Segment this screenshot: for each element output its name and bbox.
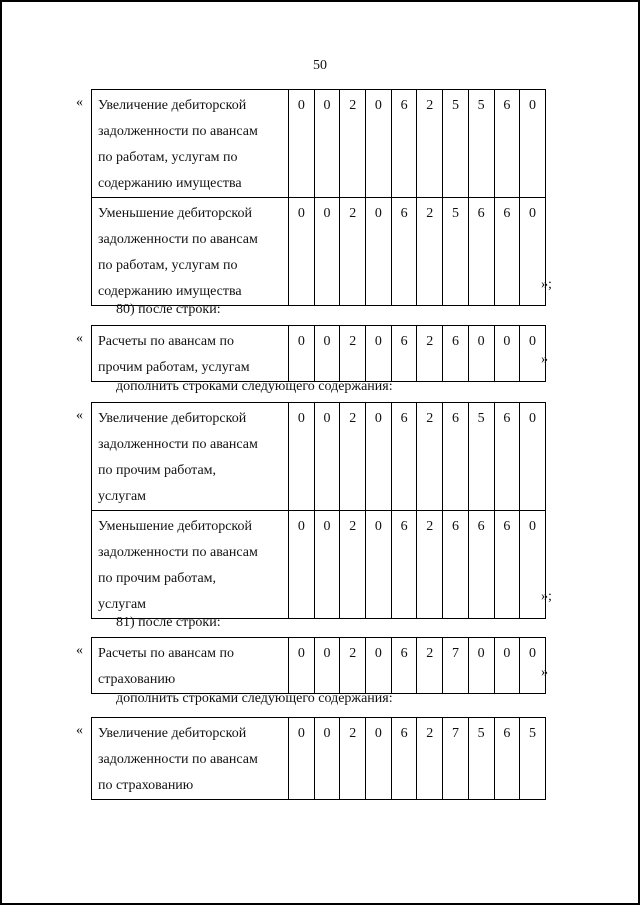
close-quote: »; xyxy=(541,277,552,292)
code-digit-cell: 6 xyxy=(443,511,469,619)
row-label-line: Увеличение дебиторской xyxy=(98,726,247,741)
code-digit-cell: 6 xyxy=(391,638,417,694)
code-digit-cell: 0 xyxy=(366,90,392,198)
page-number: 50 xyxy=(313,58,327,73)
close-quote: » xyxy=(541,665,548,680)
code-digit-cell: 0 xyxy=(494,326,520,382)
open-quote: « xyxy=(76,643,83,658)
table-row xyxy=(92,326,546,382)
code-digit-cell: 6 xyxy=(468,511,494,619)
row-label-line: задолженности по авансам xyxy=(98,545,258,560)
table-row xyxy=(92,638,546,694)
code-digit-cell: 5 xyxy=(520,718,546,800)
code-digit-cell: 5 xyxy=(443,90,469,198)
code-digit-cell: 2 xyxy=(417,638,443,694)
code-table xyxy=(91,325,546,382)
row-label-line: задолженности по авансам xyxy=(98,752,258,767)
code-digit-cell: 0 xyxy=(289,403,315,511)
code-digit-cell: 5 xyxy=(468,718,494,800)
code-digit-cell: 0 xyxy=(289,90,315,198)
code-digit-cell: 6 xyxy=(443,403,469,511)
code-digit-cell: 0 xyxy=(314,198,340,306)
code-digit-cell: 0 xyxy=(520,403,546,511)
code-digit-cell: 0 xyxy=(366,511,392,619)
code-digit-cell: 0 xyxy=(468,638,494,694)
code-digit-cell: 6 xyxy=(494,90,520,198)
code-digit-cell: 5 xyxy=(468,90,494,198)
code-digit-cell: 5 xyxy=(443,198,469,306)
code-digit-cell: 5 xyxy=(468,403,494,511)
row-label-line: услугам xyxy=(98,489,147,504)
row-label-cell xyxy=(92,90,289,198)
paragraph-supplement: дополнить строками следующего содержания: xyxy=(116,691,393,706)
row-label-line: задолженности по авансам xyxy=(98,124,258,139)
code-digit-cell: 2 xyxy=(340,90,366,198)
code-digit-cell: 0 xyxy=(314,326,340,382)
code-digit-cell: 0 xyxy=(520,198,546,306)
code-digit-cell: 0 xyxy=(366,403,392,511)
code-digit-cell: 6 xyxy=(494,718,520,800)
open-quote: « xyxy=(76,95,83,110)
code-digit-cell: 0 xyxy=(366,638,392,694)
open-quote: « xyxy=(76,331,83,346)
table-row xyxy=(92,403,546,511)
code-digit-cell: 0 xyxy=(366,198,392,306)
row-label-line: задолженности по авансам xyxy=(98,232,258,247)
code-digit-cell: 6 xyxy=(391,326,417,382)
row-label-line: задолженности по авансам xyxy=(98,437,258,452)
row-label-line: Расчеты по авансам по xyxy=(98,646,235,661)
code-digit-cell: 2 xyxy=(417,90,443,198)
table-row xyxy=(92,511,546,619)
code-digit-cell: 0 xyxy=(468,326,494,382)
row-label-line: Увеличение дебиторской xyxy=(98,411,247,426)
row-label-line: содержанию имущества xyxy=(98,176,242,191)
row-label-line: Увеличение дебиторской xyxy=(98,98,247,113)
table-row xyxy=(92,718,546,800)
code-digit-cell: 0 xyxy=(520,511,546,619)
code-table xyxy=(91,89,546,306)
code-digit-cell: 2 xyxy=(417,403,443,511)
code-digit-cell: 2 xyxy=(417,718,443,800)
row-label-line: по прочим работам, xyxy=(98,571,217,586)
code-digit-cell: 0 xyxy=(289,718,315,800)
row-label-cell xyxy=(92,511,289,619)
code-digit-cell: 6 xyxy=(494,511,520,619)
code-digit-cell: 0 xyxy=(289,638,315,694)
code-digit-cell: 0 xyxy=(289,511,315,619)
row-label-line: Уменьшение дебиторской xyxy=(98,519,253,534)
code-digit-cell: 2 xyxy=(340,326,366,382)
row-label-cell xyxy=(92,638,289,694)
paragraph-item-80: 80) после строки: xyxy=(116,302,221,317)
code-digit-cell: 0 xyxy=(314,403,340,511)
open-quote: « xyxy=(76,408,83,423)
code-digit-cell: 0 xyxy=(494,638,520,694)
row-label-line: услугам xyxy=(98,597,147,612)
table-row xyxy=(92,198,546,306)
code-digit-cell: 6 xyxy=(468,198,494,306)
row-label-line: по прочим работам, xyxy=(98,463,217,478)
code-digit-cell: 0 xyxy=(289,198,315,306)
code-digit-cell: 6 xyxy=(391,198,417,306)
code-digit-cell: 2 xyxy=(340,718,366,800)
code-table xyxy=(91,402,546,619)
code-digit-cell: 6 xyxy=(494,403,520,511)
code-digit-cell: 0 xyxy=(314,638,340,694)
code-digit-cell: 0 xyxy=(314,90,340,198)
code-digit-cell: 0 xyxy=(520,326,546,382)
row-label-line: страхованию xyxy=(98,672,176,687)
code-digit-cell: 2 xyxy=(417,511,443,619)
code-digit-cell: 0 xyxy=(314,511,340,619)
row-label-line: содержанию имущества xyxy=(98,284,242,299)
code-digit-cell: 7 xyxy=(443,718,469,800)
code-digit-cell: 6 xyxy=(494,198,520,306)
row-label-cell xyxy=(92,403,289,511)
code-digit-cell: 0 xyxy=(366,326,392,382)
code-digit-cell: 0 xyxy=(520,638,546,694)
close-quote: »; xyxy=(541,589,552,604)
open-quote: « xyxy=(76,723,83,738)
code-digit-cell: 6 xyxy=(391,403,417,511)
code-digit-cell: 0 xyxy=(366,718,392,800)
code-digit-cell: 6 xyxy=(391,718,417,800)
row-label-cell xyxy=(92,198,289,306)
code-digit-cell: 0 xyxy=(520,90,546,198)
code-table xyxy=(91,717,546,800)
code-digit-cell: 6 xyxy=(443,326,469,382)
code-digit-cell: 2 xyxy=(417,326,443,382)
code-digit-cell: 6 xyxy=(391,90,417,198)
code-digit-cell: 0 xyxy=(289,326,315,382)
code-digit-cell: 0 xyxy=(314,718,340,800)
code-digit-cell: 7 xyxy=(443,638,469,694)
row-label-line: Уменьшение дебиторской xyxy=(98,206,253,221)
code-digit-cell: 2 xyxy=(417,198,443,306)
row-label-line: по страхованию xyxy=(98,778,194,793)
code-digit-cell: 2 xyxy=(340,511,366,619)
row-label-cell xyxy=(92,718,289,800)
close-quote: » xyxy=(541,352,548,367)
table-row xyxy=(92,90,546,198)
row-label-cell xyxy=(92,326,289,382)
row-label-line: по работам, услугам по xyxy=(98,150,238,165)
code-digit-cell: 2 xyxy=(340,638,366,694)
paragraph-supplement: дополнить строками следующего содержания: xyxy=(116,379,393,394)
code-digit-cell: 6 xyxy=(391,511,417,619)
code-digit-cell: 2 xyxy=(340,198,366,306)
row-label-line: прочим работам, услугам xyxy=(98,360,250,375)
code-digit-cell: 2 xyxy=(340,403,366,511)
row-label-line: по работам, услугам по xyxy=(98,258,238,273)
row-label-line: Расчеты по авансам по xyxy=(98,334,235,349)
paragraph-item-81: 81) после строки: xyxy=(116,615,221,630)
code-table xyxy=(91,637,546,694)
